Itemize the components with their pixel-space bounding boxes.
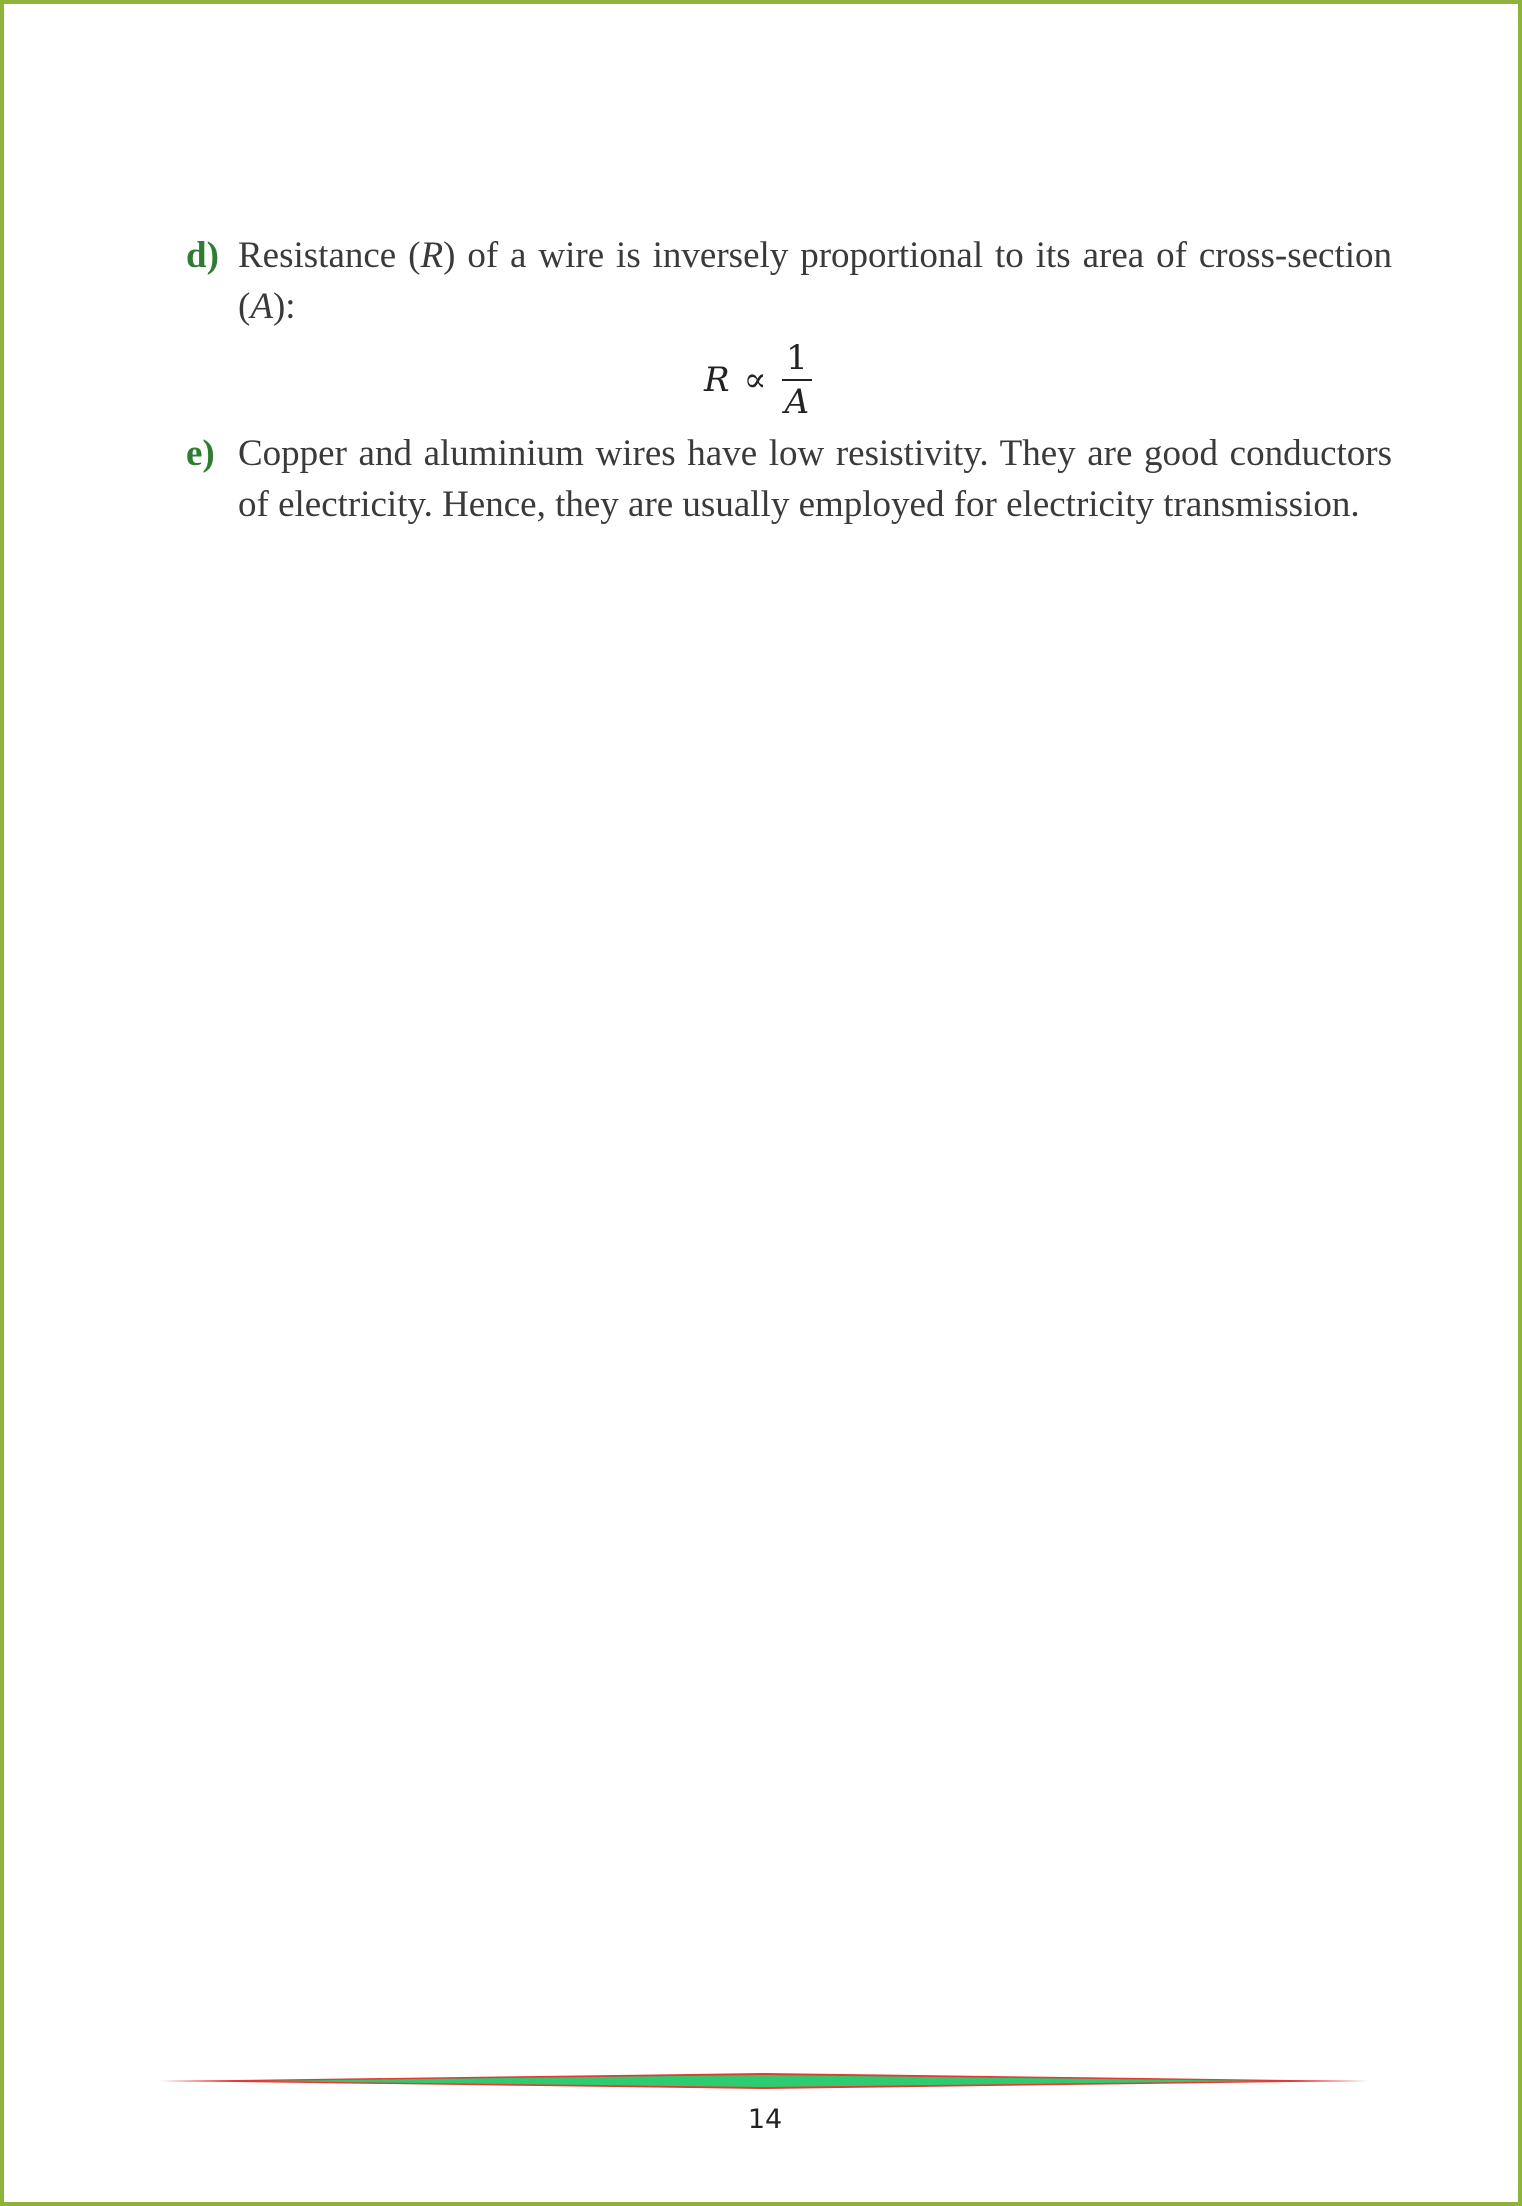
proportionality-formula <box>704 330 813 430</box>
variable-symbol: R <box>420 235 444 276</box>
item-e-text: Copper and aluminium wires have low resistivity. They are good conductors of electricity. Hence, they are usually employed for electricity transmission. <box>238 433 1392 525</box>
list-item-text <box>238 230 1392 332</box>
fraction-denominator: A <box>784 382 810 422</box>
page-number: 14 <box>747 2104 783 2135</box>
list-item-d <box>186 230 1392 332</box>
list-item-text <box>238 428 1392 530</box>
formula-lhs: R <box>704 360 730 400</box>
item-d-text: Resistance (R) of a wire is inversely proportional to its area of cross-section (A): <box>238 235 1392 327</box>
variable-symbol: A <box>250 286 273 327</box>
fraction-numerator: 1 <box>786 338 808 378</box>
formula-relation: ∝ <box>743 360 767 400</box>
list-item-e <box>186 428 1392 530</box>
footer-rule <box>159 2069 1369 2093</box>
list-marker: e) <box>186 433 215 474</box>
list-marker: d) <box>186 235 219 276</box>
formula-fraction <box>781 337 814 423</box>
